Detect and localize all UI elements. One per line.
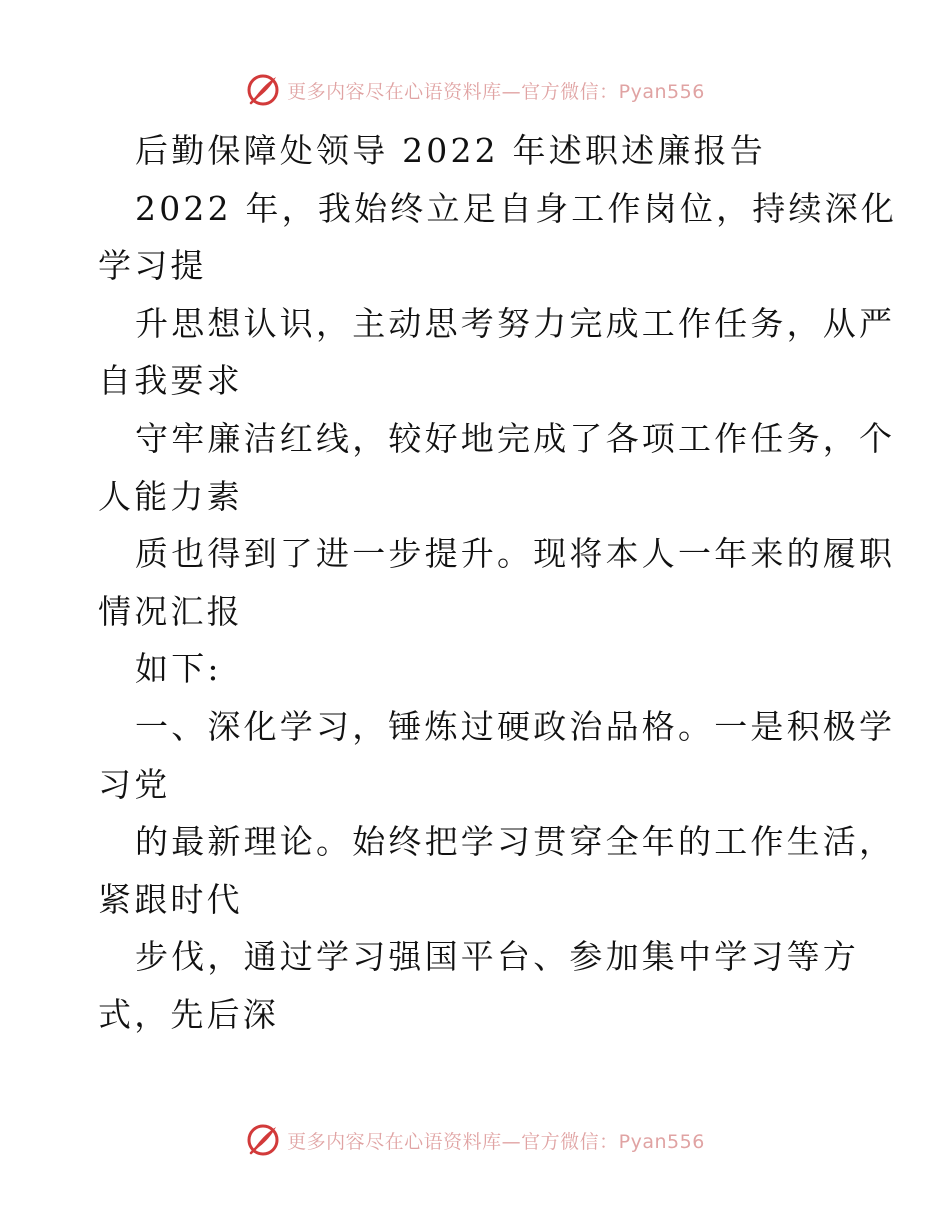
text-line: 2022 年，我始终立足自身工作岗位，持续深化 xyxy=(135,188,898,228)
watermark-text: 更多内容尽在心语资料库—官方微信：Pyan556 xyxy=(287,1130,705,1153)
text-line: 步伐，通过学习强国平台、参加集中学习等方 xyxy=(135,937,859,977)
section-heading-line: 一、深化学习，锤炼过硬政治品格。一是积极学 xyxy=(135,706,896,746)
text-line: 情况汇报 xyxy=(98,591,243,631)
watermark-text: 更多内容尽在心语资料库—官方微信：Pyan556 xyxy=(287,80,705,103)
text-line: 自我要求 xyxy=(98,361,243,401)
text-line: 的最新理论。始终把学习贯穿全年的工作生活， xyxy=(135,822,896,862)
watermark-footer xyxy=(0,1120,950,1160)
text-line: 如下: xyxy=(135,649,222,689)
text-line: 学习提 xyxy=(98,246,207,286)
feather-pen-logo-icon xyxy=(245,1122,281,1158)
document-body xyxy=(98,122,898,1044)
feather-pen-logo-icon xyxy=(245,72,281,108)
text-line: 式，先后深 xyxy=(98,994,279,1034)
text-line: 人能力素 xyxy=(98,476,243,516)
text-line: 习党 xyxy=(98,764,171,804)
text-line: 升思想认识，主动思考努力完成工作任务，从严 xyxy=(135,303,896,343)
watermark-header xyxy=(0,70,950,110)
document-title: 后勤保障处领导 2022 年述职述廉报告 xyxy=(135,131,766,170)
text-line: 质也得到了进一步提升。现将本人一年来的履职 xyxy=(135,534,896,574)
text-line: 紧跟时代 xyxy=(98,879,243,919)
text-line: 守牢廉洁红线，较好地完成了各项工作任务，个 xyxy=(135,418,896,458)
